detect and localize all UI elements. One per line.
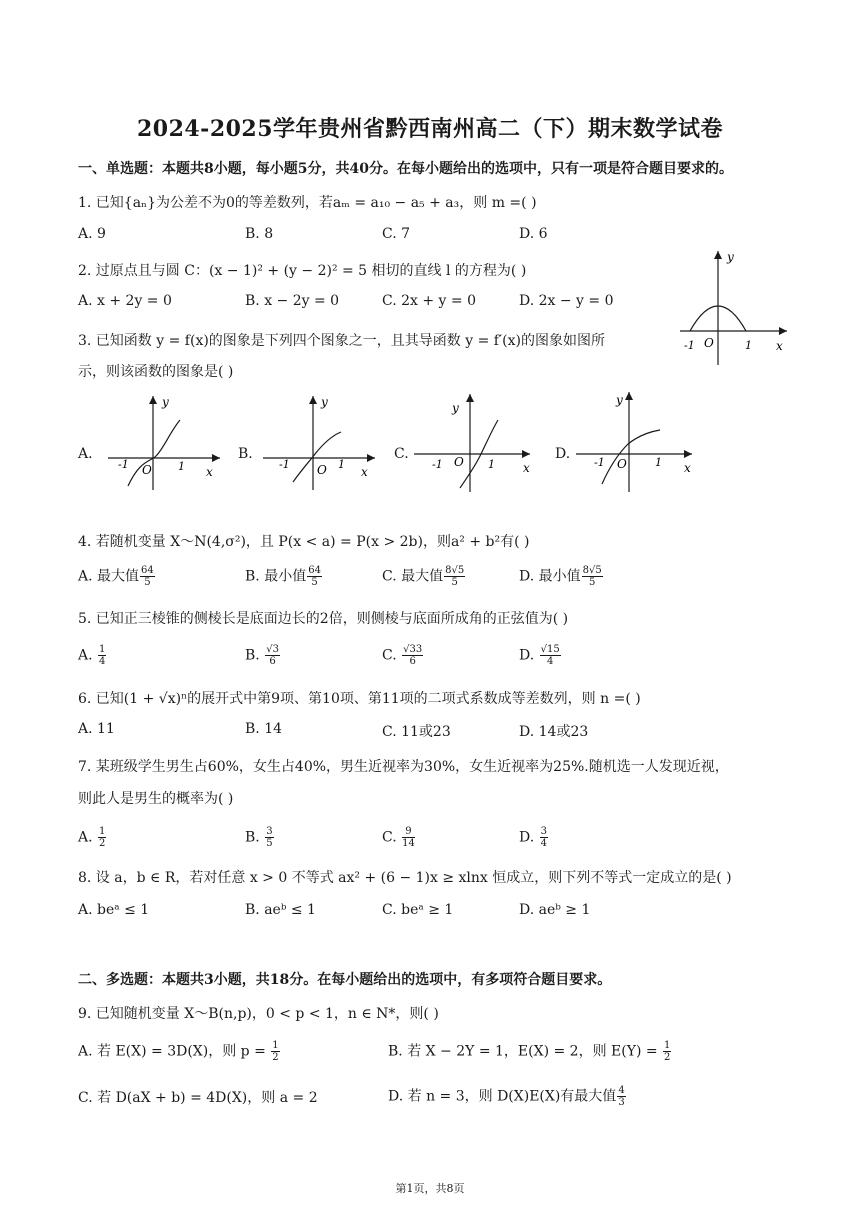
question-3-stem-line-1: 3. 已知函数 y = f(x)的图象是下列四个图象之一，且其导函数 y = f′(x)的图象如图所 bbox=[78, 333, 605, 349]
graph-x-label: x bbox=[206, 465, 213, 479]
q3-graph-b bbox=[255, 390, 380, 495]
graph-neg1-label: -1 bbox=[118, 458, 129, 471]
question-7-stem-line-1: 7. 某班级学生男生占60%，女生占40%，男生近视率为30%，女生近视率为25%.随机选一人发现近视， bbox=[78, 759, 729, 775]
graph-x-label: x bbox=[361, 465, 368, 479]
q7-option-b: B. $\frac{3}{5}$ bbox=[245, 826, 273, 849]
q8-option-d: D. aeᵇ ≥ 1 bbox=[519, 902, 591, 918]
q3-option-b: B. bbox=[238, 446, 253, 462]
q8-option-c: C. beᵃ ≥ 1 bbox=[382, 902, 454, 918]
graph-origin-label: O bbox=[704, 336, 714, 350]
q1-option-d: D. 6 bbox=[519, 226, 548, 242]
q8-option-a: A. beᵃ ≤ 1 bbox=[78, 902, 150, 918]
graph-origin-label: O bbox=[617, 457, 627, 471]
q6-option-a: A. 11 bbox=[78, 721, 115, 737]
section-2-heading: 二、多选题：本题共3小题，共18分。在每小题给出的选项中，有多项符合题目要求。 bbox=[78, 972, 612, 988]
graph-y-label: y bbox=[321, 395, 328, 409]
q9-option-a: A. 若 E(X) = 3D(X)，则 p = $\frac{1}{2}$ bbox=[78, 1040, 279, 1063]
question-4-stem: 4. 若随机变量 X～N(4,σ²)，且 P(x < a) = P(x > 2b)，则a² + b²有( ) bbox=[78, 534, 530, 550]
graph-neg1-label: -1 bbox=[684, 339, 695, 352]
q3-graph-c bbox=[410, 390, 535, 495]
question-5-stem: 5. 已知正三棱锥的侧棱长是底面边长的2倍，则侧棱与底面所成角的正弦值为( ) bbox=[78, 611, 569, 627]
q4-option-c: C. 最大值 $\frac{8√5}{5}$ bbox=[382, 565, 465, 588]
page-title: 2024-2025学年贵州省黔西南州高二（下）期末数学试卷 bbox=[136, 116, 724, 142]
question-2-stem: 2. 过原点且与圆 C：(x − 1)² + (y − 2)² = 5 相切的直线 l 的方程为( ) bbox=[78, 263, 527, 279]
q5-option-b: B. $\frac{√3}{6}$ bbox=[245, 644, 279, 667]
question-6-stem: 6. 已知(1 + √x)ⁿ的展开式中第9项、第10项、第11项的二项式系数成等差数列，则 n =( ) bbox=[78, 691, 641, 707]
q2-option-c: C. 2x + y = 0 bbox=[382, 293, 476, 309]
q7-option-c: C. $\frac{9}{14}$ bbox=[382, 826, 415, 849]
q3-option-a: A. bbox=[78, 446, 93, 462]
q7-option-d: D. $\frac{3}{4}$ bbox=[519, 826, 548, 849]
graph-one-label: 1 bbox=[745, 339, 752, 352]
page-footer: 第1页，共8页 bbox=[395, 1182, 465, 1195]
q2-option-b: B. x − 2y = 0 bbox=[245, 293, 340, 309]
q4-option-d: D. 最小值 $\frac{8√5}{5}$ bbox=[519, 565, 602, 588]
q4-option-b: B. 最小值 $\frac{64}{5}$ bbox=[245, 565, 321, 588]
question-9-stem: 9. 已知随机变量 X～B(n,p)，0 < p < 1，n ∈ N*，则( ) bbox=[78, 1006, 439, 1022]
q1-option-a: A. 9 bbox=[78, 226, 106, 242]
q6-option-d: D. 14或23 bbox=[519, 724, 589, 740]
q1-option-b: B. 8 bbox=[245, 226, 274, 242]
q1-option-c: C. 7 bbox=[382, 226, 411, 242]
graph-origin-label: O bbox=[317, 463, 327, 477]
graph-x-label: x bbox=[684, 461, 691, 475]
q3-option-d: D. bbox=[555, 446, 571, 462]
graph-x-label: x bbox=[776, 339, 783, 353]
graph-origin-label: O bbox=[142, 463, 152, 477]
graph-one-label: 1 bbox=[488, 458, 495, 471]
graph-one-label: 1 bbox=[655, 456, 662, 469]
q5-option-c: C. $\frac{√33}{6}$ bbox=[382, 644, 423, 667]
graph-x-label: x bbox=[523, 461, 530, 475]
q2-option-a: A. x + 2y = 0 bbox=[78, 293, 172, 309]
question-1-stem: 1. 已知{aₙ}为公差不为0的等差数列，若aₘ = a₁₀ − a₅ + a₃，则 m =( ) bbox=[78, 195, 537, 211]
section-1-heading: 一、单选题：本题共8小题，每小题5分，共40分。在每小题给出的选项中，只有一项是符合题目要求的。 bbox=[78, 161, 733, 177]
q6-option-c: C. 11或23 bbox=[382, 724, 451, 740]
graph-one-label: 1 bbox=[338, 458, 345, 471]
q7-option-a: A. $\frac{1}{2}$ bbox=[78, 826, 106, 849]
q9-option-d: D. 若 n = 3，则 D(X)E(X)有最大值 $\frac{4}{3}$ bbox=[388, 1085, 625, 1108]
q3-graph-d bbox=[572, 388, 697, 495]
q5-option-a: A. $\frac{1}{4}$ bbox=[78, 644, 106, 667]
question-8-stem: 8. 设 a，b ∈ R，若对任意 x > 0 不等式 ax² + (6 − 1)x ≥ xlnx 恒成立，则下列不等式一定成立的是( ) bbox=[78, 870, 732, 886]
q8-option-b: B. aeᵇ ≤ 1 bbox=[245, 902, 316, 918]
q6-option-b: B. 14 bbox=[245, 721, 283, 737]
q2-option-d: D. 2x − y = 0 bbox=[519, 293, 614, 309]
q5-option-d: D. $\frac{√15}{4}$ bbox=[519, 644, 560, 667]
question-3-stem-line-2: 示，则该函数的图象是( ) bbox=[78, 364, 234, 380]
q4-option-a: A. 最大值 $\frac{64}{5}$ bbox=[78, 565, 154, 588]
q3-graph-a bbox=[100, 390, 225, 495]
graph-neg1-label: -1 bbox=[432, 458, 443, 471]
graph-one-label: 1 bbox=[178, 460, 185, 473]
graph-y-label: y bbox=[616, 393, 623, 407]
graph-origin-label: O bbox=[454, 455, 464, 469]
graph-y-label: y bbox=[727, 250, 734, 264]
graph-neg1-label: -1 bbox=[279, 458, 290, 471]
derivative-graph bbox=[675, 245, 795, 370]
q9-option-c: C. 若 D(aX + b) = 4D(X)，则 a = 2 bbox=[78, 1090, 318, 1106]
graph-neg1-label: -1 bbox=[594, 456, 605, 469]
q9-option-b: B. 若 X − 2Y = 1，E(X) = 2，则 E(Y) = $\frac{1}{2}$ bbox=[388, 1040, 671, 1063]
q3-option-c: C. bbox=[394, 446, 409, 462]
graph-y-label: y bbox=[452, 401, 459, 415]
graph-y-label: y bbox=[162, 395, 169, 409]
question-7-stem-line-2: 则此人是男生的概率为( ) bbox=[78, 791, 234, 807]
